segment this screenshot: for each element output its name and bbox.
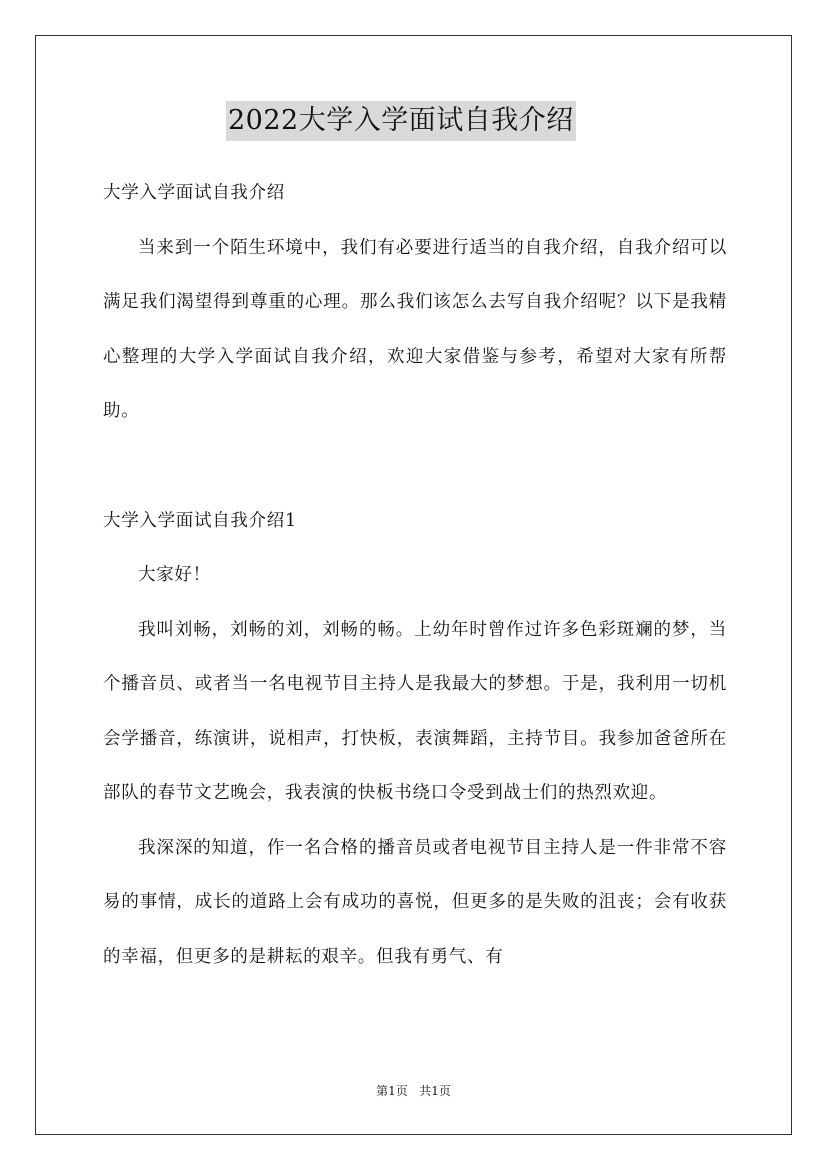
intro-heading: 大学入学面试自我介绍 (103, 183, 285, 203)
document-body (103, 166, 727, 984)
intro-paragraph: 当来到一个陌生环境中，我们有必要进行适当的自我介绍，自我介绍可以满足我们渴望得到尊重的心理。那么我们该怎么去写自我介绍呢？以下是我精心整理的大学入学面试自我介绍，欢迎大家借鉴与参考，希望对大家有所帮助。 (103, 237, 727, 421)
body-paragraph-1: 我叫刘畅，刘畅的刘，刘畅的畅。上幼年时曾作过许多色彩斑斓的梦，当个播音员、或者当一名电视节目主持人是我最大的梦想。于是，我利用一切机会学播音，练演讲，说相声，打快板，表演舞蹈，主持节目。我参加爸爸所在部队的春节文艺晚会，我表演的快板书绕口令受到战士们的热烈欢迎。 (103, 619, 727, 803)
document-title: 2022大学入学面试自我介绍 (226, 101, 576, 141)
greeting-paragraph: 大家好！ (138, 565, 211, 585)
body-paragraph-2: 我深深的知道，作一名合格的播音员或者电视节目主持人是一件非常不容易的事情，成长的道路上会有成功的喜悦，但更多的是失败的沮丧；会有收获的幸福，但更多的是耕耘的艰辛。但我有勇气、有 (103, 837, 727, 967)
section-heading-1: 大学入学面试自我介绍1 (103, 510, 297, 531)
section-spacer (103, 439, 727, 494)
page-footer: 第1页 共1页 (376, 1084, 451, 1098)
